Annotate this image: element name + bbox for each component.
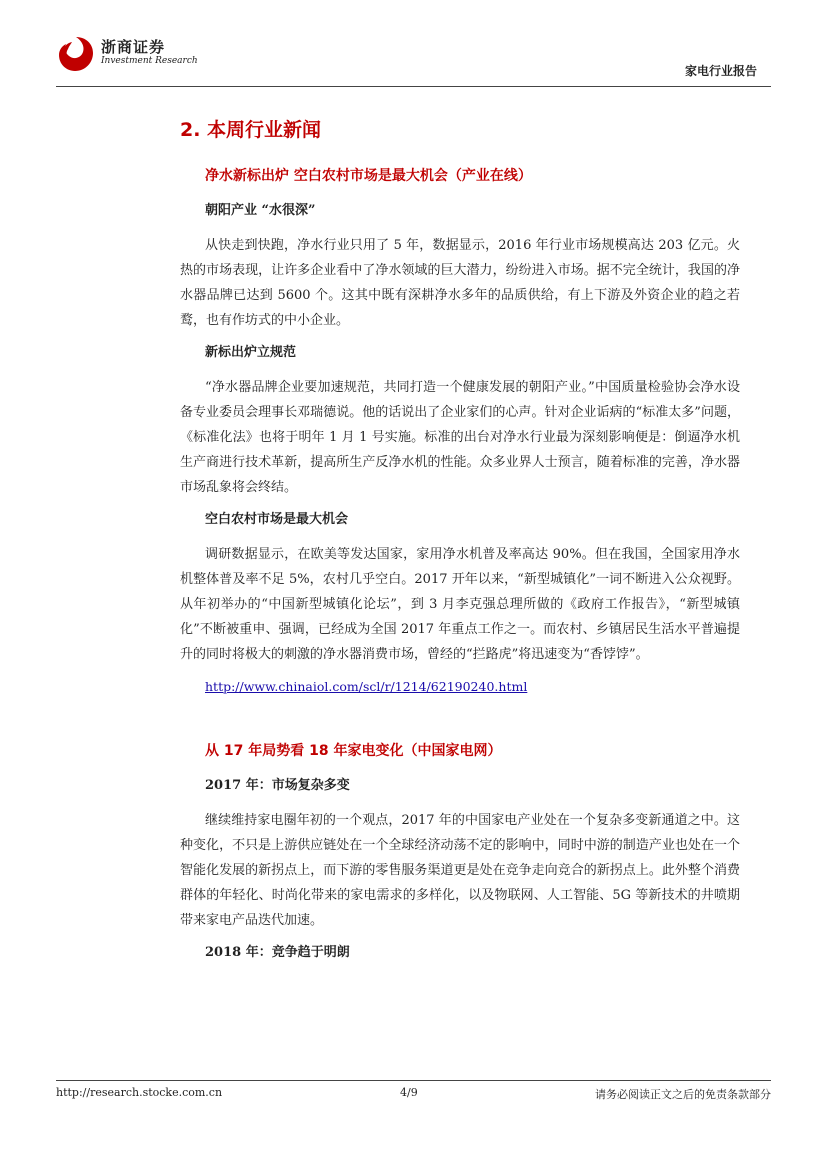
footer-url[interactable]: http://research.stocke.com.cn (56, 1086, 223, 1099)
header-divider (56, 86, 771, 87)
page-number: 4/9 (400, 1086, 418, 1099)
main-content (180, 115, 740, 975)
subheading-2017: 2017 年：市场复杂多变 (205, 778, 350, 793)
report-type-label: 家电行业报告 (684, 64, 757, 78)
logo-icon (56, 34, 96, 74)
logo-text-cn: 浙商证券 (101, 38, 166, 56)
page-header (0, 0, 827, 90)
logo-text-en: Investment Research (101, 56, 198, 66)
subheading-new-standard: 新标出炉立规范 (205, 345, 297, 360)
news-title-appliance-trends: 从 17 年局势看 18 年家电变化（中国家电网） (205, 743, 502, 759)
paragraph: 继续维持家电圈年初的一个观点，2017 年的中国家电产业处在一个复杂多变新通道之中。这种变化，不只是上游供应链处在一个全球经济动荡不定的影响中，同时中游的制造产业也处在一个智能化发展的新拐点上，而下游的零售服务渠道更是处在竞争走向竞合的新拐点上。此外整个消费群体的年轻化、时尚化带来的家电需求的多样化，以及物联网、人工智能、5G 等新技术的井喷期带来家电产品迭代加速。 (180, 813, 740, 928)
company-logo (56, 34, 198, 74)
news-title-water-purifier: 净水新标出炉 空白农村市场是最大机会（产业在线） (205, 168, 532, 184)
subheading-2018: 2018 年：竞争趋于明朗 (205, 945, 350, 960)
section-title: 2. 本周行业新闻 (180, 119, 322, 141)
subheading-sunrise-industry: 朝阳产业 “水很深” (205, 203, 316, 218)
paragraph: 调研数据显示，在欧美等发达国家，家用净水机普及率高达 90%。但在我国，全国家用净水机整体普及率不足 5%，农村几乎空白。2017 开年以来，“新型城镇化”一词不断进入公众视野。从年初举办的“中国新型城镇化论坛”，到 3 月李克强总理所做的《政府工作报告》，“新型城镇化”不断被重申、强调，已经成为全国 2017 年重点工作之一。而农村、乡镇居民生活水平普遍提升的同时将极大的刺激的净水器消费市场，曾经的“拦路虎”将迅速变为“香饽饽”。 (180, 547, 740, 662)
source-link[interactable]: http://www.chinaiol.com/scl/r/1214/62190240.html (205, 679, 528, 694)
spacer (180, 697, 740, 741)
footer-disclaimer: 请务必阅读正文之后的免责条款部分 (595, 1088, 771, 1101)
footer-divider (56, 1080, 771, 1081)
paragraph: “净水器品牌企业要加速规范，共同打造一个健康发展的朝阳产业。”中国质量检验协会净水设备专业委员会理事长邓瑞德说。他的话说出了企业家们的心声。针对企业诟病的“标准太多”问题，《标准化法》也将于明年 1 月 1 号实施。标准的出台对净水行业最为深刻影响便是：倒逼净水机生产商进行技术革新，提高所生产反净水机的性能。众多业界人士预言，随着标准的完善，净水器市场乱象将会终结。 (180, 380, 740, 495)
paragraph: 从快走到快跑，净水行业只用了 5 年，数据显示，2016 年行业市场规模高达 203 亿元。火热的市场表现，让许多企业看中了净水领域的巨大潜力，纷纷进入市场。据不完全统计，我国的净水器品牌已达到 5600 个。这其中既有深耕净水多年的品质供给，有上下游及外资企业的趋之若鹜，也有作坊式的中小企业。 (180, 238, 740, 328)
subheading-rural-market: 空白农村市场是最大机会 (205, 512, 349, 527)
